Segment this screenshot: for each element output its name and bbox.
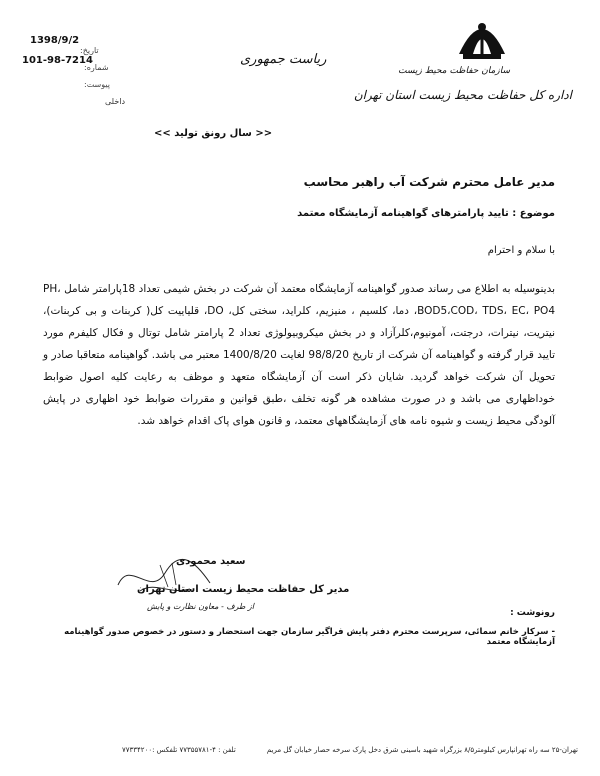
signer-name: سعید محمودی [176, 556, 246, 567]
internal-label: داخلی [105, 97, 126, 106]
footer-address: تهران-۲۵ سه راه تهرانپارس کیلومتر۸/۵ بزرگراه شهید باسینی شرق دخل پارک سرخه حصار خیابان گل مریم [266, 746, 578, 754]
org-name-provincial: اداره کل حفاظت محیط زیست استان تهران [353, 88, 572, 102]
date-label: تاریخ: [80, 46, 99, 55]
signer-title: مدیر کل حفاظت محیط زیست استان تهران [137, 584, 350, 595]
greeting: با سلام و احترام [487, 245, 555, 256]
footer-phone: تلفن : ۴-۷۷۳۵۵۷۸۱ تلفکس :۷۷۳۳۴۲۰۰ [122, 746, 236, 754]
cc-label: رونوشت : [510, 608, 555, 618]
environment-agency-logo [455, 14, 509, 62]
presidency-title: ریاست جمهوری [240, 52, 327, 67]
org-name-national: سازمان حفاظت محیط زیست [398, 66, 510, 76]
number-value: 101-98-7214 [22, 55, 93, 66]
subject-line: موضوع : تایید پارامترهای گواهینامه آزمایشگاه معتمد [297, 208, 555, 219]
year-slogan: << سال رونق تولید >> [154, 128, 273, 139]
cc-item: - سرکار خانم سمائی، سرپرست محترم دفتر پایش فراگیر سازمان جهت استحضار و دستور در خصوص صدور گواهینامه آزمایشگاه معتمد [64, 627, 555, 647]
on-behalf-note: از طرف - معاون نظارت و پایش [147, 602, 255, 611]
letter-body: بدینوسیله به اطلاع می رساند صدور گواهینامه آزمایشگاه معتمد آن شرکت در بخش شیمی تعداد 18پارامتر شامل PH، BOD5،COD، TDS، EC، PO4، دما، کلسیم ، منیزیم، کلراید، سختی کل، DO، قلیاییت کل( کربنات و بی کربنات)، نیتریت، نیترات، درجتت، آمونیوم،کلرآزاد و در بخش میکروبیولوژی تعداد 2 پارامتر شامل توتال و فکال کلیفرم مورد تایید قرار گرفته و گواهینامه آن شرکت از تاریخ 98/8/20 لغایت 1400/8/20 معتبر می باشد. گواهینامه متعاقبا صادر و تحویل آن شرکت خواهد گردید. شایان ذکر است آن آزمایشگاه متعهد و موظف به رعایت کلیه اصول ضوابط خوداظهاری می باشد و در صورت مشاهده هر گونه تخلف ،طبق قوانین و مقررات ضوابط خود اظهاری در پایش آلودگی محیط زیست و شیوه نامه های آزمایشگاههای معتمد، و قانون هوای پاک اقدام خواهد شد. [43, 283, 556, 427]
number-label: شماره: [84, 63, 109, 72]
attachment-label: پیوست: [84, 80, 111, 89]
recipient-line: مدیر عامل محترم شرکت آب راهبر محاسب [303, 175, 555, 189]
date-value: 1398/9/2 [30, 35, 80, 46]
